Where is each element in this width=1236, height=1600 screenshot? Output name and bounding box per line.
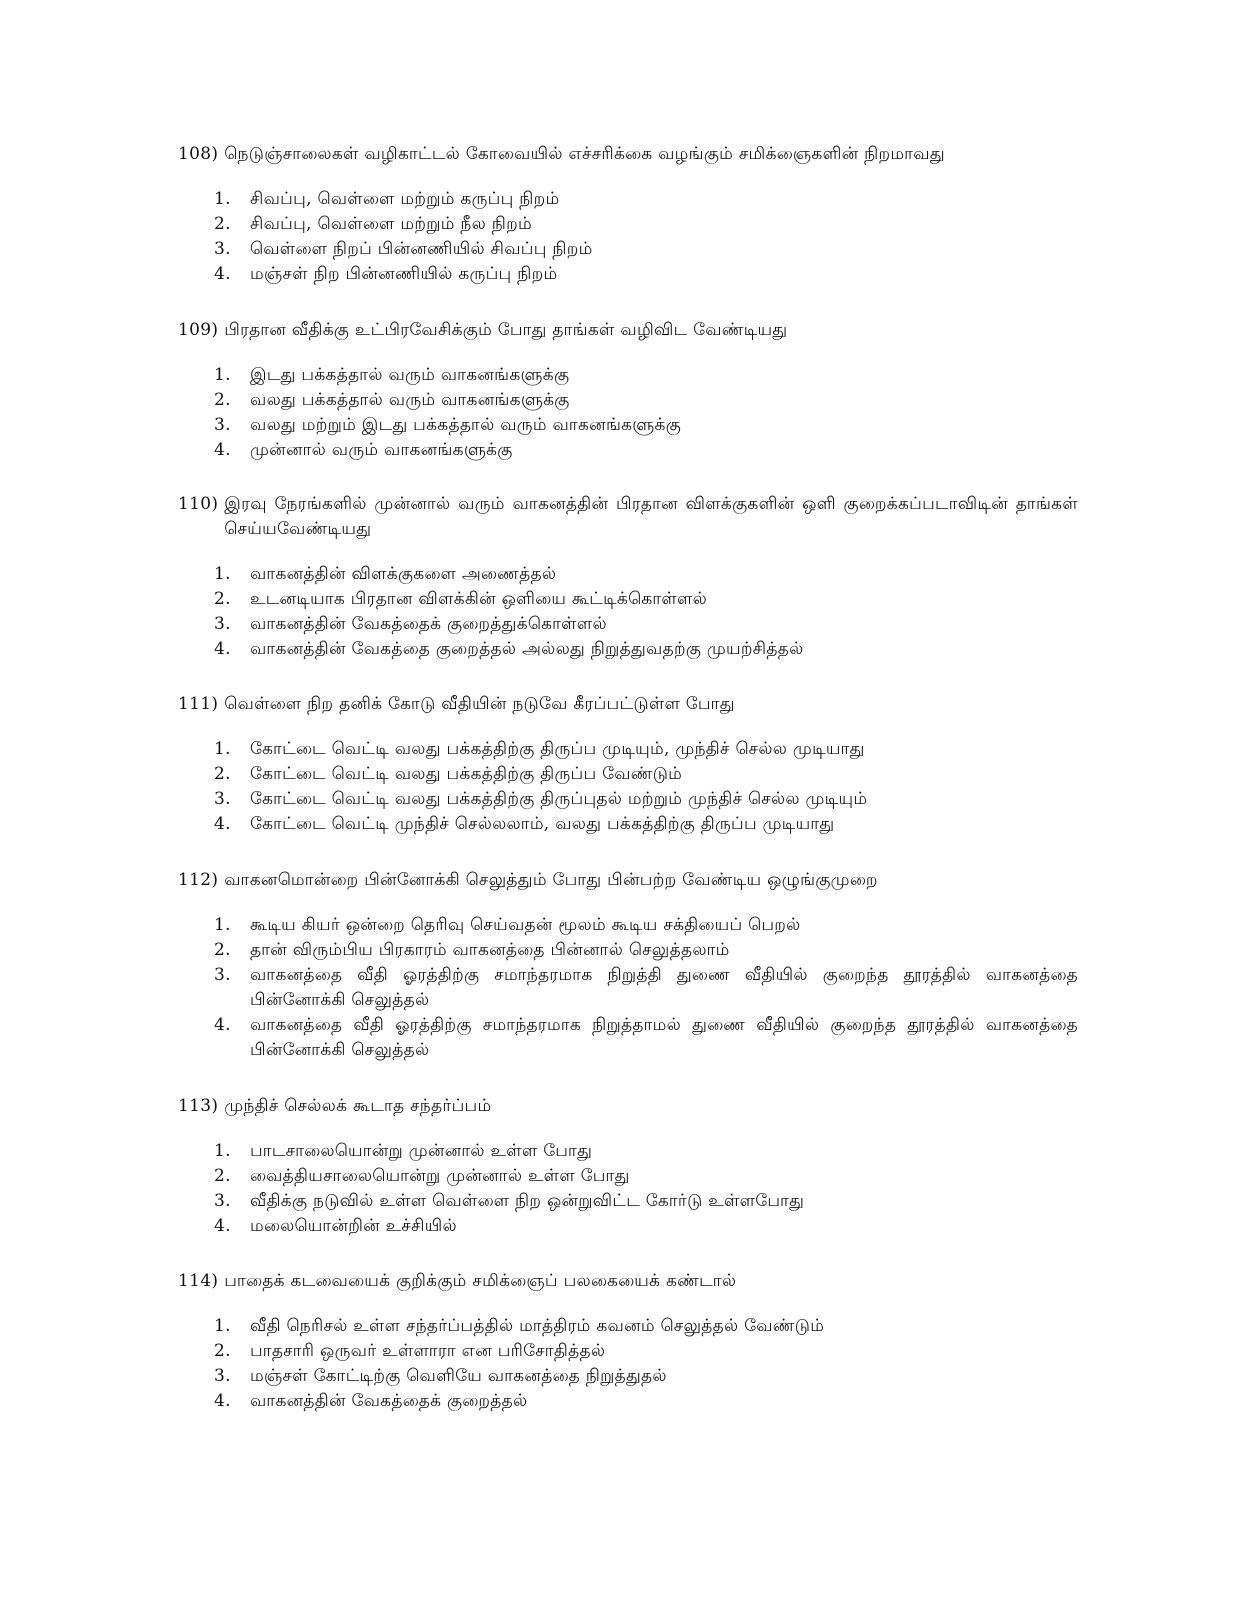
option-text: வாகனத்தின் வேகத்தை குறைத்தல் அல்லது நிறுத்துவதற்கு முயற்சித்தல் <box>250 639 804 659</box>
option-text: கோட்டை வெட்டி முந்திச் செல்லலாம், வலது பக்கத்திற்கு திருப்ப முடியாது <box>250 814 835 834</box>
option-item <box>178 237 1078 262</box>
option-item <box>178 187 1078 212</box>
option-item <box>178 212 1078 237</box>
option-item <box>178 438 1078 463</box>
option-text: உடனடியாக பிரதான விளக்கின் ஒளியை கூட்டிக்கொள்ளல் <box>250 589 708 609</box>
question-110 <box>178 492 1078 662</box>
option-text: வாகனத்தின் விளக்குகளை அணைத்தல் <box>250 564 557 584</box>
option-item <box>178 1314 1078 1339</box>
option-text: வலது மற்றும் இடது பக்கத்தால் வரும் வாகனங்களுக்கு <box>250 415 682 435</box>
option-item <box>178 1339 1078 1364</box>
option-number: 2. <box>214 764 231 784</box>
question-text: பாதைக் கடவையைக் குறிக்கும் சமிக்ஞைப் பலகையைக் கண்டால் <box>224 1271 737 1291</box>
option-text: கூடிய கியர் ஒன்றை தெரிவு செய்வதன் மூலம் கூடிய சக்தியைப் பெறல் <box>250 915 801 935</box>
question-stem <box>178 142 1078 167</box>
question-stem <box>178 318 1078 343</box>
option-item <box>178 1389 1078 1414</box>
options-list <box>178 187 1078 287</box>
option-text: சிவப்பு, வெள்ளை மற்றும் நீல நிறம் <box>250 214 532 234</box>
option-number: 4. <box>214 440 231 460</box>
question-number: 109) <box>178 320 219 340</box>
options-list <box>178 562 1078 662</box>
option-item <box>178 1189 1078 1214</box>
option-item <box>178 1013 1078 1063</box>
option-number: 3. <box>214 239 231 259</box>
question-114 <box>178 1269 1078 1414</box>
question-text: நெடுஞ்சாலைகள் வழிகாட்டல் கோவையில் எச்சரிக்கை வழங்கும் சமிக்ஞைகளின் நிறமாவது <box>224 144 945 164</box>
option-number: 1. <box>214 1141 231 1161</box>
option-item <box>178 913 1078 938</box>
question-stem <box>178 868 1078 893</box>
option-item <box>178 587 1078 612</box>
option-number: 1. <box>214 365 231 385</box>
options-list <box>178 737 1078 837</box>
option-text: முன்னால் வரும் வாகனங்களுக்கு <box>250 440 513 460</box>
option-number: 4. <box>214 264 231 284</box>
options-list <box>178 913 1078 1063</box>
option-text: வாகனத்தின் வேகத்தைக் குறைத்துக்கொள்ளல் <box>250 614 607 634</box>
options-list <box>178 1139 1078 1239</box>
option-item <box>178 612 1078 637</box>
option-number: 1. <box>214 564 231 584</box>
option-number: 2. <box>214 940 231 960</box>
option-number: 3. <box>214 415 231 435</box>
question-113 <box>178 1094 1078 1239</box>
question-text: பிரதான வீதிக்கு உட்பிரவேசிக்கும் போது தாங்கள் வழிவிட வேண்டியது <box>224 320 788 340</box>
question-stem <box>178 1269 1078 1294</box>
option-number: 3. <box>214 1366 231 1386</box>
question-text: வாகனமொன்றை பின்னோக்கி செலுத்தும் போது பின்பற்ற வேண்டிய ஒழுங்குமுறை <box>224 870 878 890</box>
option-number: 4. <box>214 1015 231 1035</box>
option-number: 2. <box>214 1166 231 1186</box>
option-number: 2. <box>214 214 231 234</box>
question-text: வெள்ளை நிற தனிக் கோடு வீதியின் நடுவே கீரப்பட்டுள்ள போது <box>224 694 735 714</box>
option-text: மஞ்சள் கோட்டிற்கு வெளியே வாகனத்தை நிறுத்துதல் <box>250 1366 667 1386</box>
question-stem <box>178 692 1078 717</box>
option-text: கோட்டை வெட்டி வலது பக்கத்திற்கு திருப்ப முடியும், முந்திச் செல்ல முடியாது <box>250 739 865 759</box>
question-112 <box>178 868 1078 1063</box>
option-number: 4. <box>214 814 231 834</box>
option-number: 4. <box>214 1216 231 1236</box>
option-text: பாதசாரி ஒருவர் உள்ளாரா என பரிசோதித்தல் <box>250 1341 606 1361</box>
option-number: 1. <box>214 739 231 759</box>
option-number: 3. <box>214 614 231 634</box>
option-item <box>178 1139 1078 1164</box>
question-108 <box>178 142 1078 287</box>
options-list <box>178 363 1078 463</box>
option-text: கோட்டை வெட்டி வலது பக்கத்திற்கு திருப்புதல் மற்றும் முந்திச் செல்ல முடியும் <box>250 789 868 809</box>
option-text: மலையொன்றின் உச்சியில் <box>250 1216 457 1236</box>
option-item <box>178 762 1078 787</box>
option-text: மஞ்சள் நிற பின்னணியில் கருப்பு நிறம் <box>250 264 558 284</box>
option-item <box>178 1164 1078 1189</box>
option-number: 2. <box>214 390 231 410</box>
question-text: இரவு நேரங்களில் முன்னால் வரும் வாகனத்தின் பிரதான விளக்குகளின் ஒளி குறைக்கப்படாவிடின் தாங்கள் செய்யவேண்டியது <box>224 494 1078 539</box>
question-number: 108) <box>178 144 219 164</box>
option-text: இடது பக்கத்தால் வரும் வாகனங்களுக்கு <box>250 365 570 385</box>
question-text: முந்திச் செல்லக் கூடாத சந்தர்ப்பம் <box>224 1096 492 1116</box>
question-stem <box>178 492 1078 542</box>
option-item <box>178 637 1078 662</box>
option-number: 1. <box>214 189 231 209</box>
option-number: 3. <box>214 789 231 809</box>
option-item <box>178 562 1078 587</box>
option-text: தான் விரும்பிய பிரகாரம் வாகனத்தை பின்னால் செலுத்தலாம் <box>250 940 730 960</box>
option-number: 4. <box>214 1391 231 1411</box>
option-number: 1. <box>214 915 231 935</box>
option-text: வீதிக்கு நடுவில் உள்ள வெள்ளை நிற ஒன்றுவிட்ட கோர்டு உள்ளபோது <box>250 1191 805 1211</box>
option-number: 1. <box>214 1316 231 1336</box>
option-text: கோட்டை வெட்டி வலது பக்கத்திற்கு திருப்ப வேண்டும் <box>250 764 683 784</box>
option-text: வாகனத்தை வீதி ஓரத்திற்கு சமாந்தரமாக நிறுத்தாமல் துணை வீதியில் குறைந்த தூரத்தில் வாகனத்தை பின்னோக்கி செலுத்தல் <box>250 1015 1078 1060</box>
question-stem <box>178 1094 1078 1119</box>
option-item <box>178 1214 1078 1239</box>
option-text: வைத்தியசாலையொன்று முன்னால் உள்ள போது <box>250 1166 630 1186</box>
option-item <box>178 737 1078 762</box>
option-item <box>178 812 1078 837</box>
options-list <box>178 1314 1078 1414</box>
option-item <box>178 262 1078 287</box>
option-text: வீதி நெரிசல் உள்ள சந்தர்ப்பத்தில் மாத்திரம் கவனம் செலுத்தல் வேண்டும் <box>250 1316 825 1336</box>
question-number: 111) <box>178 694 219 714</box>
option-number: 2. <box>214 589 231 609</box>
option-text: பாடசாலையொன்று முன்னால் உள்ள போது <box>250 1141 593 1161</box>
option-number: 2. <box>214 1341 231 1361</box>
question-number: 110) <box>178 494 219 514</box>
option-text: வலது பக்கத்தால் வரும் வாகனங்களுக்கு <box>250 390 570 410</box>
option-item <box>178 938 1078 963</box>
option-number: 3. <box>214 1191 231 1211</box>
option-text: வெள்ளை நிறப் பின்னணியில் சிவப்பு நிறம் <box>250 239 593 259</box>
option-number: 4. <box>214 639 231 659</box>
question-number: 113) <box>178 1096 219 1116</box>
option-number: 3. <box>214 965 231 985</box>
option-item <box>178 363 1078 388</box>
question-number: 114) <box>178 1271 219 1291</box>
option-text: சிவப்பு, வெள்ளை மற்றும் கருப்பு நிறம் <box>250 189 560 209</box>
question-109 <box>178 318 1078 463</box>
option-item <box>178 963 1078 1013</box>
option-text: வாகனத்தின் வேகத்தைக் குறைத்தல் <box>250 1391 528 1411</box>
option-item <box>178 413 1078 438</box>
question-111 <box>178 692 1078 837</box>
option-item <box>178 388 1078 413</box>
option-item <box>178 1364 1078 1389</box>
option-text: வாகனத்தை வீதி ஓரத்திற்கு சமாந்தரமாக நிறுத்தி துணை வீதியில் குறைந்த தூரத்தில் வாகனத்தை பின்னோக்கி செலுத்தல் <box>250 965 1078 1010</box>
question-number: 112) <box>178 870 219 890</box>
option-item <box>178 787 1078 812</box>
